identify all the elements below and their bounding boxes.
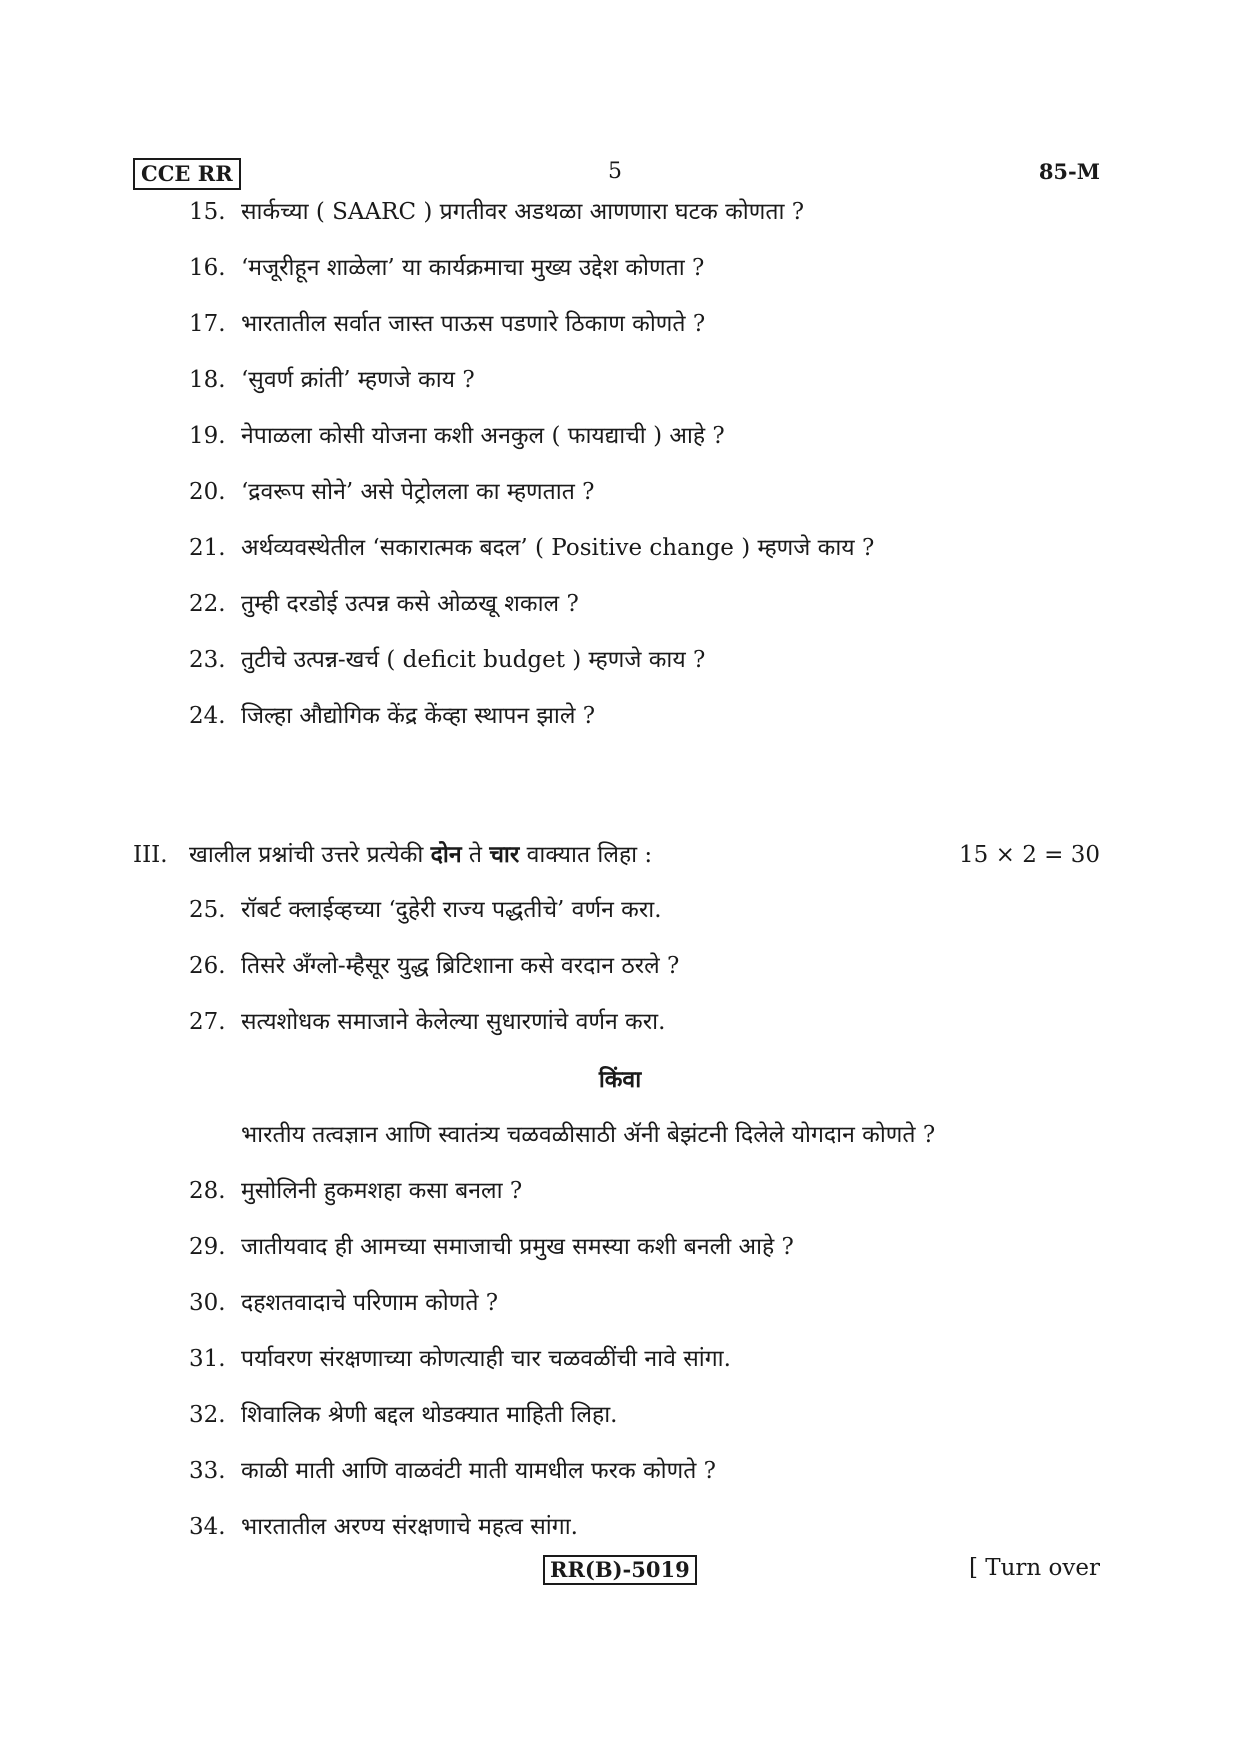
question-number: 24. <box>189 703 226 729</box>
paper-code: 85-M <box>1038 159 1100 184</box>
question-28 <box>189 1174 522 1208</box>
question-text: दहशतवादाचे परिणाम कोणते ? <box>241 1290 499 1316</box>
exam-code-box: CCE RR <box>133 158 241 190</box>
question-30 <box>189 1286 498 1320</box>
question-number: 17. <box>189 311 226 337</box>
question-16 <box>189 251 704 285</box>
question-18 <box>189 363 475 397</box>
question-15 <box>189 195 804 229</box>
question-text: ‘मजूरीहून शाळेला’ या कार्यक्रमाचा मुख्य उद्देश कोणता ? <box>241 255 705 281</box>
question-number: 27. <box>189 1009 226 1035</box>
question-21 <box>189 531 874 565</box>
question-number: 23. <box>189 647 226 673</box>
question-19 <box>189 419 725 453</box>
question-number: 15. <box>189 199 226 225</box>
footer-code-box: RR(B)-5019 <box>543 1555 697 1585</box>
section-instruction-start: खालील प्रश्नांची उत्तरे प्रत्येकी <box>189 842 431 868</box>
question-25 <box>189 893 662 927</box>
question-text: काळी माती आणि वाळवंटी माती यामधील फरक कोणते ? <box>241 1458 716 1484</box>
question-number: 33. <box>189 1458 226 1484</box>
page-header <box>133 158 1100 192</box>
section-number: III. <box>133 842 168 868</box>
question-text: सत्यशोधक समाजाने केलेल्या सुधारणांचे वर्णन करा. <box>241 1009 666 1035</box>
section-instruction-bold-four: चार <box>489 841 520 868</box>
question-text: ‘द्रवरूप सोने’ असे पेट्रोलला का म्हणतात ? <box>241 479 595 505</box>
question-text: जातीयवाद ही आमच्या समाजाची प्रमुख समस्या कशी बनली आहे ? <box>241 1234 794 1260</box>
section-instruction-bold-two: दोन <box>430 841 462 868</box>
question-text: रॉबर्ट क्लाईव्हच्या ‘दुहेरी राज्य पद्धतीचे’ वर्णन करा. <box>241 897 662 923</box>
section-instruction-mid: ते <box>461 842 490 868</box>
question-number: 20. <box>189 479 226 505</box>
question-17 <box>189 307 705 341</box>
question-number: 25. <box>189 897 226 923</box>
question-text: अर्थव्यवस्थेतील ‘सकारात्मक बदल’ ( Positive change ) म्हणजे काय ? <box>241 535 875 561</box>
or-divider: किंवा <box>598 1066 642 1093</box>
question-22 <box>189 587 579 621</box>
question-33 <box>189 1454 716 1488</box>
section-marks: 15 × 2 = 30 <box>959 842 1100 868</box>
question-29 <box>189 1230 794 1264</box>
question-number: 30. <box>189 1290 226 1316</box>
question-20 <box>189 475 595 509</box>
alternative-question-27: भारतीय तत्वज्ञान आणि स्वातंत्र्य चळवळीसाठी ॲनी बेझंटनी दिलेले योगदान कोणते ? <box>241 1122 936 1148</box>
question-number: 34. <box>189 1514 226 1540</box>
question-text: भारतातील सर्वात जास्त पाऊस पडणारे ठिकाण कोणते ? <box>241 311 706 337</box>
question-text: तुम्ही दरडोई उत्पन्न कसे ओळखू शकाल ? <box>241 591 579 617</box>
question-number: 31. <box>189 1346 226 1372</box>
question-number: 19. <box>189 423 226 449</box>
question-number: 18. <box>189 367 226 393</box>
question-34 <box>189 1510 578 1544</box>
section-heading <box>133 838 1100 872</box>
question-number: 16. <box>189 255 226 281</box>
question-27 <box>189 1005 665 1039</box>
question-text: तिसरे अँग्लो-म्हैसूर युद्ध ब्रिटिशाना कसे वरदान ठरले ? <box>241 953 680 979</box>
question-number: 22. <box>189 591 226 617</box>
question-number: 29. <box>189 1234 226 1260</box>
question-text: नेपाळला कोसी योजना कशी अनकुल ( फायद्याची ) आहे ? <box>241 423 725 449</box>
page-number: 5 <box>608 159 622 184</box>
question-number: 21. <box>189 535 226 561</box>
question-26 <box>189 949 679 983</box>
question-text: भारतातील अरण्य संरक्षणाचे महत्व सांगा. <box>241 1514 578 1540</box>
question-text: जिल्हा औद्योगिक केंद्र केंव्हा स्थापन झाले ? <box>241 703 596 729</box>
question-31 <box>189 1342 731 1376</box>
question-text: मुसोलिनी हुकमशहा कसा बनला ? <box>241 1178 523 1204</box>
question-number: 26. <box>189 953 226 979</box>
question-text: ‘सुवर्ण क्रांती’ म्हणजे काय ? <box>241 367 475 393</box>
section-instruction-end: वाक्यात लिहा : <box>519 842 653 868</box>
question-32 <box>189 1398 618 1432</box>
question-23 <box>189 643 705 677</box>
question-text: सार्कच्या ( SAARC ) प्रगतीवर अडथळा आणणारा घटक कोणता ? <box>241 199 805 225</box>
question-24 <box>189 699 595 733</box>
question-number: 32. <box>189 1402 226 1428</box>
question-text: तुटीचे उत्पन्न-खर्च ( deficit budget ) म्हणजे काय ? <box>241 647 706 673</box>
question-text: पर्यावरण संरक्षणाच्या कोणत्याही चार चळवळींची नावे सांगा. <box>241 1346 731 1372</box>
question-text: शिवालिक श्रेणी बद्दल थोडक्यात माहिती लिहा. <box>241 1402 618 1428</box>
question-number: 28. <box>189 1178 226 1204</box>
turn-over-note: [ Turn over <box>968 1555 1100 1581</box>
